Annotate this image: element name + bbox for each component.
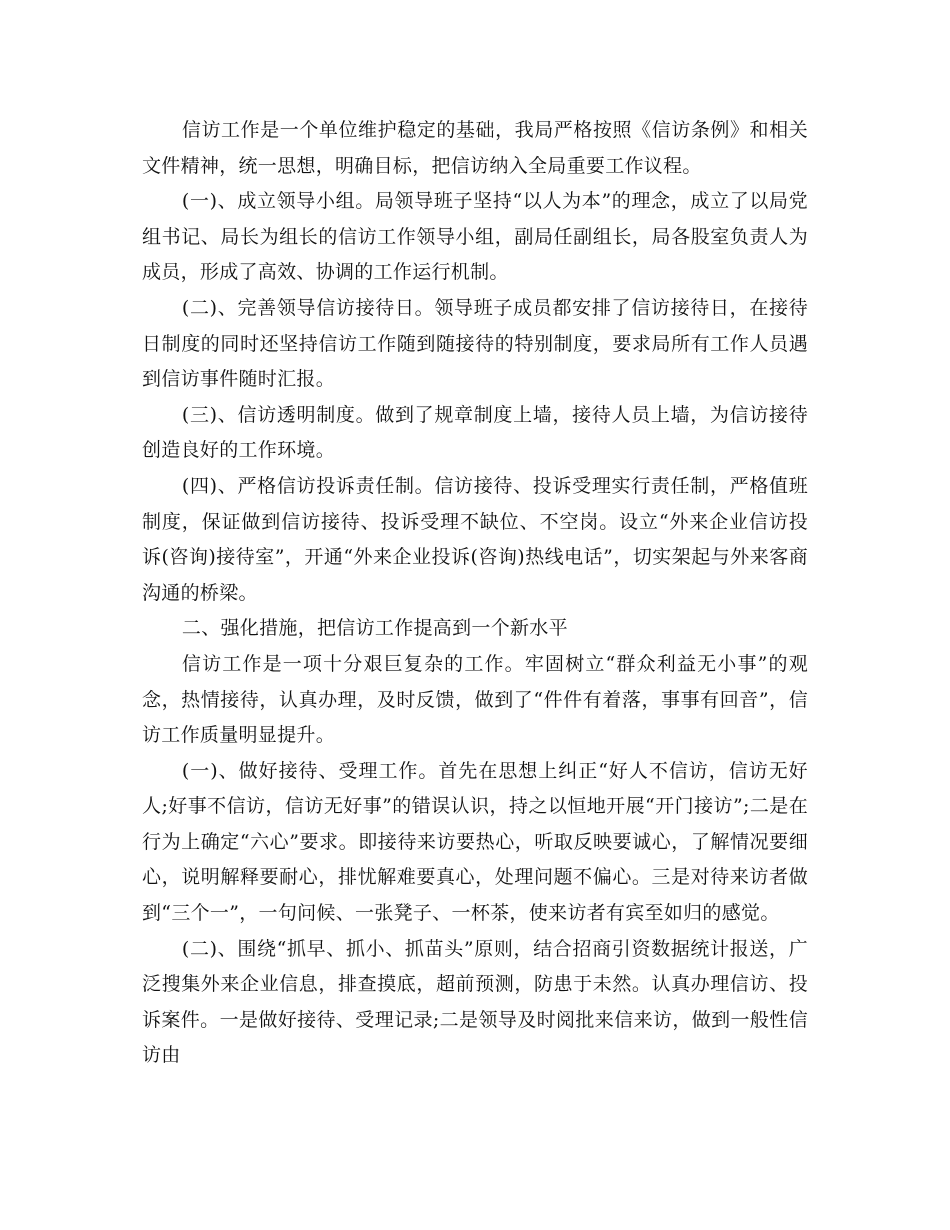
paragraph-1: 信访工作是一个单位维护稳定的基础，我局严格按照《信访条例》和相关文件精神，统一思想，明确目标，把信访纳入全局重要工作议程。 xyxy=(142,119,808,177)
paragraph-8: (一)、做好接待、受理工作。首先在思想上纠正“好人不信访，信访无好人;好事不信访，信访无好事”的错误认识，持之以恒地开展“开门接访”;二是在行为上确定“六心”要求。即接待来访要热心，听取反映要诚心，了解情况要细心，说明解释要耐心，排忧解难要真心，处理问题不偏心。三是对待来访者做到“三个一”，一句问候、一张凳子、一杯茶，使来访者有宾至如归的感觉。 xyxy=(142,759,808,925)
paragraph-9: (二)、围绕“抓早、抓小、抓苗头”原则，结合招商引资数据统计报送，广泛搜集外来企业信息，排查摸底，超前预测，防患于未然。认真办理信访、投诉案件。一是做好接待、受理记录;二是领导及时阅批来信来访，做到一般性信访由 xyxy=(142,937,808,1067)
section-heading: 二、强化措施，把信访工作提高到一个新水平 xyxy=(181,617,568,640)
paragraph-4: (三)、信访透明制度。做到了规章制度上墙，接待人员上墙，为信访接待创造良好的工作环境。 xyxy=(142,403,808,462)
paragraph-5: (四)、严格信访投诉责任制。信访接待、投诉受理实行责任制，严格值班制度，保证做到信访接待、投诉受理不缺位、不空岗。设立“外来企业信访投诉(咨询)接待室”，开通“外来企业投诉(咨询)热线电话”，切实架起与外来客商沟通的桥梁。 xyxy=(142,474,808,604)
paragraph-7: 信访工作是一项十分艰巨复杂的工作。牢固树立“群众利益无小事”的观念，热情接待，认真办理，及时反馈，做到了“件件有着落，事事有回音”，信访工作质量明显提升。 xyxy=(142,652,808,747)
paragraph-3: (二)、完善领导信访接待日。领导班子成员都安排了信访接待日，在接待日制度的同时还坚持信访工作随到随接待的特别制度，要求局所有工作人员遇到信访事件随时汇报。 xyxy=(142,296,808,391)
paragraph-2: (一)、成立领导小组。局领导班子坚持“以人为本”的理念，成立了以局党组书记、局长为组长的信访工作领导小组，副局任副组长，局各股室负责人为成员，形成了高效、协调的工作运行机制。 xyxy=(142,190,808,284)
